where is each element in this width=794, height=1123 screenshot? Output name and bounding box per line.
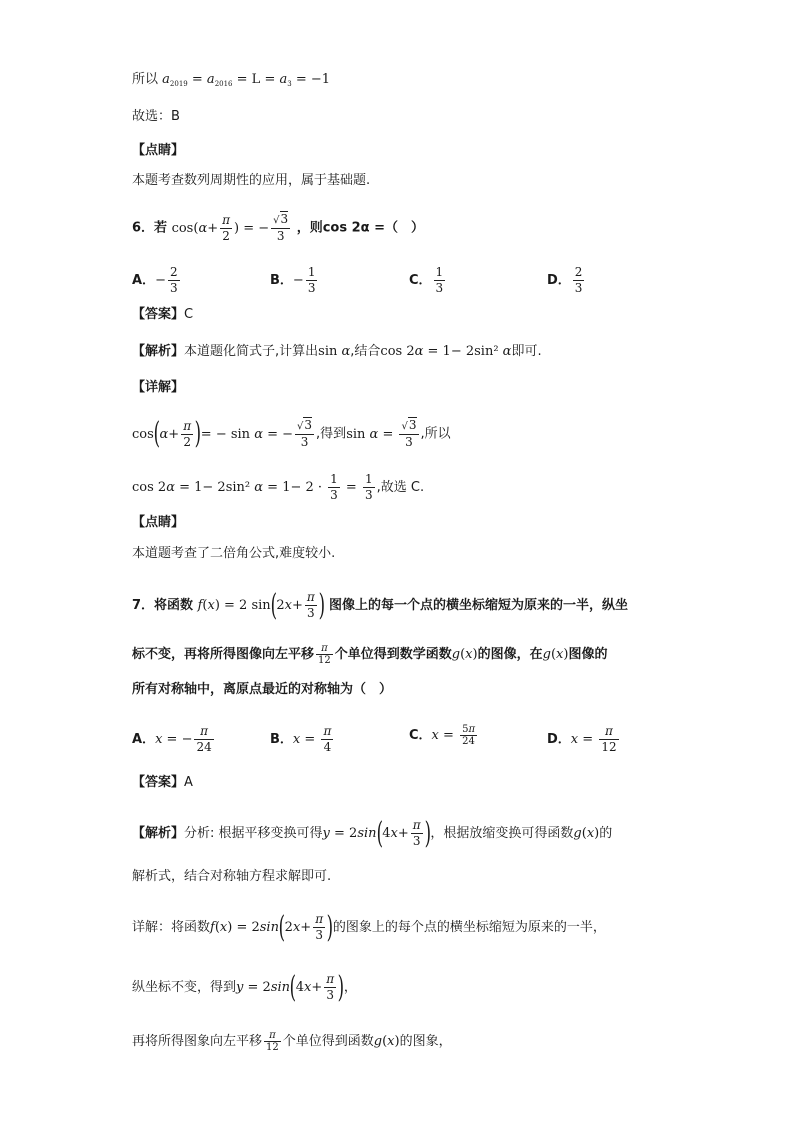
q7-stem-b3: 的图像，在	[477, 647, 543, 662]
q6-analysis-text-3: 即可.	[511, 344, 542, 359]
conclusion-prefix: 所以	[132, 72, 159, 87]
q7-option-b-label: B．	[270, 732, 293, 747]
q7-stem-a: 图像上的每一个点的横坐标缩短为原来的一半，纵坐	[329, 598, 629, 613]
q6-analysis-line: 【解析】本道题化简式子,计算出sin α,结合cos 2α = 1− 2sin² α即可.	[132, 344, 542, 359]
q7-option-d[interactable]: D．x = $\frac{\pi}{12}$	[547, 724, 617, 754]
q6-detail-end: ,所以	[420, 426, 451, 442]
q6-option-d[interactable]: D． $\frac{2}{3}$	[547, 265, 583, 295]
q6-detail-choice: ,故选 C.	[376, 480, 425, 495]
q7-detail-d1: 再将所得图象向左平移	[132, 1034, 263, 1049]
q7-stem-b2: 个单位得到数学函数	[334, 647, 452, 662]
q7-stem-line-3: 所有对称轴中，离原点最近的对称轴为（ ）	[132, 682, 393, 697]
q7-analysis-label: 【解析】	[132, 826, 185, 841]
prev-choice: 故选：B	[132, 109, 180, 124]
q6-detail-line-1: cos(α+ $\frac{\pi}{2}$ )= − sin α = − $\frac{√3}{3}$ ,得到sin α = $\frac{√3}{3}$ ,所以	[132, 416, 451, 451]
q6-number: 6．若	[132, 220, 168, 236]
q6-option-c-label: C．	[409, 273, 432, 288]
q7-stem-line-1: 7．将函数 f(x) = 2 sin(2x+ $\frac{\pi}{3}$ ) 图像上的每一个点的横坐标缩短为原来的一半，纵坐	[132, 587, 629, 623]
q7-stem-b4: 图像的	[568, 647, 608, 662]
q7-number: 7．将函数	[132, 598, 194, 613]
q7-option-b[interactable]: B．x = $\frac{\pi}{4}$	[270, 724, 332, 754]
q7-option-c-label: C．	[409, 728, 432, 743]
q7-detail-c-end: ，	[343, 980, 357, 995]
q7-detail-line-2: 纵坐标不变，得到y = 2sin(4x+ $\frac{\pi}{3}$ )，	[132, 969, 357, 1005]
q7-analysis-c: 的	[599, 826, 613, 841]
conclusion-line	[132, 70, 330, 94]
prev-dianjing-label: 【点睛】	[132, 143, 185, 158]
q7-stem-b1: 标不变，再将所得图像向左平移	[132, 647, 315, 662]
q6-stem-suffix: ，则cos 2α =（ ）	[296, 220, 424, 236]
q6-option-a[interactable]: A．− $\frac{2}{3}$	[132, 265, 178, 295]
q6-option-a-label: A．	[132, 273, 156, 288]
q7-detail-b: 的图象上的每个点的横坐标缩短为原来的一半，	[332, 920, 606, 935]
q6-dianjing-label: 【点睛】	[132, 515, 185, 530]
q7-option-c[interactable]: C．x = $\frac{5\pi}{24}$	[409, 724, 476, 747]
q6-answer-line	[132, 305, 193, 325]
q6-detail-mid: ,得到	[316, 426, 347, 442]
q6-stem-math: cos(α+ $\frac{\pi}{2}$ ) = − $\frac{√3}{3}$	[171, 212, 289, 243]
q6-detail-line-2: cos 2α = 1− 2sin² α = 1− 2 · $\frac{1}{3}$ = $\frac{1}{3}$ ,故选 C.	[132, 472, 425, 502]
q7-detail-a: 详解：将函数	[132, 920, 211, 935]
q6-answer-label: 【答案】	[132, 307, 185, 322]
conclusion-math: $a_{2019} = a_{2016} = L = a_3 = -1$	[162, 72, 331, 88]
q7-answer: A	[184, 775, 193, 790]
q6-analysis-text-2: ,结合	[350, 344, 381, 359]
q7-answer-label: 【答案】	[132, 775, 185, 790]
q7-analysis-line-1: 【解析】分析: 根据平移变换可得y = 2sin(4x+ $\frac{\pi}{3}$ )，根据放缩变换可得函数g(x)的	[132, 815, 613, 851]
q7-analysis-a: 分析: 根据平移变换可得	[184, 826, 323, 841]
q6-detail-label: 【详解】	[132, 380, 185, 395]
q6-answer: C	[184, 307, 194, 322]
q6-option-c[interactable]: C． $\frac{1}{3}$	[409, 265, 444, 295]
q7-option-d-label: D．	[547, 732, 571, 747]
q6-option-b-label: B．	[270, 273, 293, 288]
q7-detail-line-1: 详解：将函数f(x) = 2sin(2x+ $\frac{\pi}{3}$ )的图象上的每个点的横坐标缩短为原来的一半，	[132, 909, 606, 945]
q7-detail-line-3: 再将所得图象向左平移 $\frac{\pi}{12}$ 个单位得到函数g(x)的图象，	[132, 1030, 452, 1053]
q6-stem	[132, 212, 424, 244]
q6-option-d-label: D．	[547, 273, 571, 288]
q7-detail-d2: 个单位得到函数	[282, 1034, 374, 1049]
q6-analysis-label: 【解析】	[132, 344, 185, 359]
q6-analysis-text: 本道题化简式子,计算出	[184, 344, 319, 359]
prev-dianjing-text: 本题考查数列周期性的应用，属于基础题.	[132, 173, 371, 188]
q6-dianjing-text: 本道题考查了二倍角公式,难度较小.	[132, 546, 336, 561]
q6-option-b[interactable]: B．− $\frac{1}{3}$	[270, 265, 316, 295]
q7-option-a[interactable]: A．x = − $\frac{\pi}{24}$	[132, 724, 212, 754]
q7-detail-c: 纵坐标不变，得到	[132, 980, 237, 995]
q7-option-a-label: A．	[132, 732, 156, 747]
q7-analysis-line-2: 解析式，结合对称轴方程求解即可.	[132, 869, 332, 884]
q7-answer-line	[132, 773, 193, 793]
q7-analysis-b: ，根据放缩变换可得函数	[430, 826, 574, 841]
q7-detail-d3: 的图象，	[399, 1034, 452, 1049]
q7-stem-line-2: 标不变，再将所得图像向左平移 $\frac{\pi}{12}$ 个单位得到数学函数g(x)的图像，在g(x)图像的	[132, 643, 608, 666]
